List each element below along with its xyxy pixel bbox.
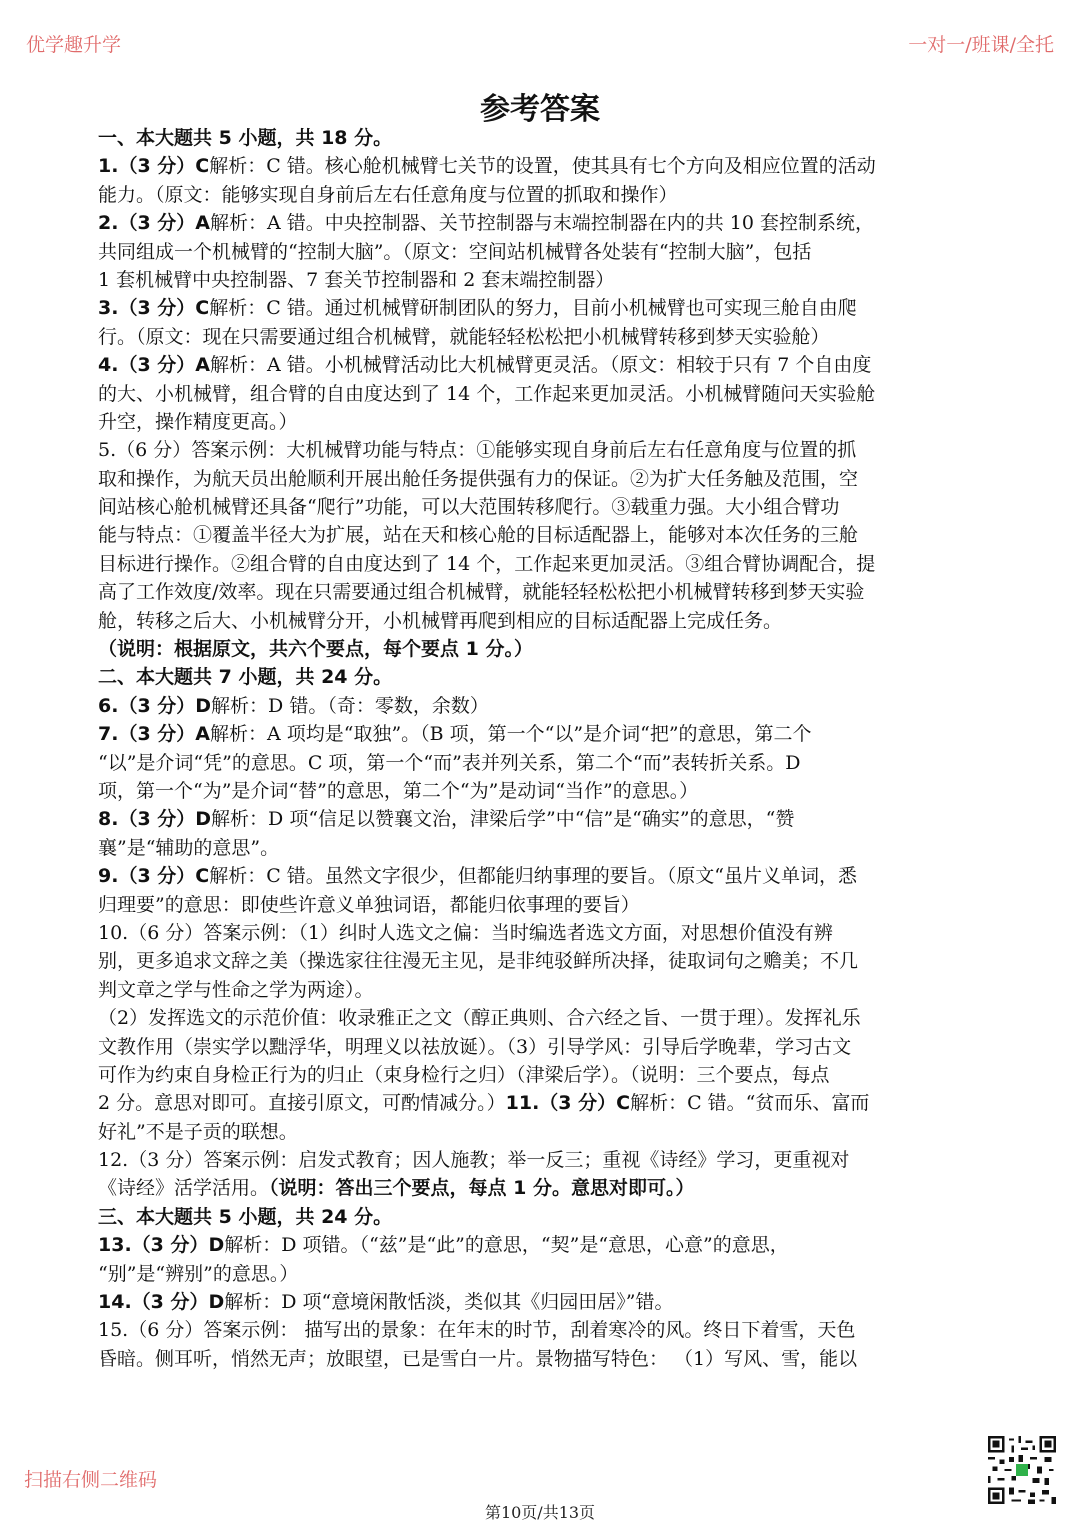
body-text: 15.（6 分）答案示例： 描写出的景象：在年末的时节，刮着寒冷的风。终日下着雪，天色 (98, 1319, 856, 1342)
text-line (98, 1146, 984, 1174)
text-line (98, 1288, 984, 1316)
bold-text: 13.（3 分）D (98, 1234, 225, 1257)
text-line (98, 1004, 984, 1032)
body-text: 好礼”不是子贡的联想。 (98, 1120, 298, 1143)
body-text: 解析：A 错。中央控制器、关节控制器与末端控制器在内的共 10 套控制系统， (209, 212, 875, 235)
body-text: 解析：C 错。虽然文字很少，但都能归纳事理的要旨。（原文“虽片义单词，悉 (209, 865, 858, 888)
body-text: 解析：A 项均是“取独”。（B 项，第一个“以”是介词“把”的意思，第二个 (209, 723, 812, 746)
header-brand: 优学趣升学 (26, 34, 122, 56)
text-line (98, 436, 984, 464)
text-line (98, 209, 984, 237)
body-text: 的大、小机械臂，组合臂的自由度达到了 14 个，工作起来更加灵活。小机械臂随问天实验舱 (98, 382, 876, 405)
text-line (98, 947, 984, 975)
text-line (98, 1061, 984, 1089)
text-line (98, 380, 984, 408)
text-line (98, 663, 984, 691)
body-text: 行。（原文：现在只需要通过组合机械臂，就能轻轻松松把小机械臂转移到梦天实验舱） (98, 325, 830, 348)
body-text: 解析：C 错。通过机械臂研制团队的努力，目前小机械臂也可实现三舱自由爬 (209, 297, 857, 320)
body-text: 归理要”的意思：即使些许意义单独词语，都能归依事理的要旨） (98, 893, 640, 916)
bold-text: 9.（3 分）C (98, 865, 210, 888)
text-line (98, 1089, 984, 1117)
body-text: 昏暗。侧耳听，悄然无声；放眼望，已是雪白一片。景物描写特色： （1）写风、雪，能以 (98, 1347, 858, 1370)
body-text: 目标进行操作。②组合臂的自由度达到了 14 个，工作起来更加灵活。③组合臂协调配合，提 (98, 552, 876, 575)
body-text: 别，更多追求文辞之美（操选家往往漫无主见，是非纯驳鲜所决择，徒取词句之赡美；不几 (98, 950, 859, 973)
bold-text: （说明：根据原文，共六个要点，每个要点 1 分。） (98, 638, 533, 661)
text-line (98, 351, 984, 379)
text-line (98, 493, 984, 521)
text-line (98, 1203, 984, 1231)
text-line (98, 124, 984, 152)
body-text: 解析：C 错。核心舱机械臂七关节的设置，使其具有七个方向及相应位置的活动 (209, 155, 876, 178)
text-line (98, 1260, 984, 1288)
page-number: 第10页/共13页 (484, 1503, 596, 1522)
header-services: 一对一/班课/全托 (908, 34, 1054, 56)
body-text: 能力。（原文：能够实现自身前后左右任意角度与位置的抓取和操作） (98, 183, 678, 206)
text-line (98, 976, 984, 1004)
text-line (98, 635, 984, 663)
body-text: 10.（6 分）答案示例：（1）纠时人选文之偏：当时编选者选文方面，对思想价值没有辨 (98, 921, 833, 944)
body-text: 共同组成一个机械臂的“控制大脑”。（原文：空间站机械臂各处装有“控制大脑”，包括 (98, 240, 812, 263)
answer-content (98, 124, 984, 1373)
bold-text: 一、本大题共 5 小题，共 18 分。 (98, 127, 393, 149)
body-text: 文教作用（崇实学以黜浮华，明理义以祛放诞）。（3）引导学风：引导后学晚辈，学习古文 (98, 1035, 852, 1058)
bold-text: 14.（3 分）D (98, 1291, 225, 1314)
bold-text: 8.（3 分）D (98, 808, 212, 831)
text-line (98, 294, 984, 322)
text-line (98, 891, 984, 919)
bold-text: 二、本大题共 7 小题，共 24 分。 (98, 666, 393, 689)
text-line (98, 1345, 984, 1373)
body-text: （2）发挥选文的示范价值：收录雅正之文（醇正典则、合六经之旨、一贯于理）。发挥礼乐 (98, 1007, 861, 1030)
text-line (98, 521, 984, 549)
body-text: 判文章之学与性命之学为两途）。 (98, 978, 374, 1001)
text-line (98, 607, 984, 635)
bold-text: 4.（3 分）A (98, 354, 210, 377)
text-line (98, 181, 984, 209)
body-text: 解析：C 错。“贫而乐、富而 (630, 1092, 870, 1115)
bold-text: 3.（3 分）C (98, 297, 210, 320)
body-text: 解析：D 错。（奇：零数，余数） (211, 694, 489, 717)
body-text: 升空，操作精度更高。） (98, 410, 298, 433)
text-line (98, 578, 984, 606)
text-line (98, 777, 984, 805)
body-text: 襄”是“辅助的意思”。 (98, 836, 280, 859)
scan-qr-hint: 扫描右侧二维码 (24, 1469, 158, 1491)
text-line (98, 919, 984, 947)
body-text: 高了工作效度/效率。现在只需要通过组合机械臂，就能轻轻松松把小机械臂转移到梦天实验 (98, 581, 865, 604)
bold-text: 三、本大题共 5 小题，共 24 分。 (98, 1205, 393, 1228)
text-line (98, 1118, 984, 1146)
body-text: 5.（6 分）答案示例：大机械臂功能与特点：①能够实现自身前后左右任意角度与位置的抓 (98, 439, 857, 462)
qr-code-icon[interactable] (988, 1436, 1056, 1504)
text-line (98, 1174, 984, 1202)
body-text: 能与特点：①覆盖半径大为扩展，站在天和核心舱的目标适配器上，能够对本次任务的三舱 (98, 524, 859, 547)
body-text: 解析：D 项“信足以赞襄文治，津梁后学”中“信”是“确实”的意思，“赞 (211, 808, 795, 831)
bold-text: （说明：答出三个要点，每点 1 分。意思对即可。） (269, 1177, 695, 1200)
bold-text: 1.（3 分）C (98, 155, 210, 178)
text-line (98, 238, 984, 266)
page-title: 参考答案 (480, 92, 600, 127)
body-text: 解析：A 错。小机械臂活动比大机械臂更灵活。（原文：相较于只有 7 个自由度 (209, 354, 872, 377)
text-line (98, 1316, 984, 1344)
body-text: 1 套机械臂中央控制器、7 套关节控制器和 2 套末端控制器） (98, 268, 615, 291)
body-text: 间站核心舱机械臂还具备“爬行”功能，可以大范围转移爬行。③载重力强。大小组合臂功 (98, 496, 840, 519)
text-line (98, 1033, 984, 1061)
text-line (98, 323, 984, 351)
text-line (98, 834, 984, 862)
body-text: 12.（3 分）答案示例：启发式教育；因人施教；举一反三；重视《诗经》学习，更重视对 (98, 1149, 850, 1172)
text-line (98, 550, 984, 578)
bold-text: 11.（3 分）C (505, 1092, 631, 1115)
body-text: “以”是介词“凭”的意思。C 项，第一个“而”表并列关系，第二个“而”表转折关系。D (98, 751, 801, 774)
text-line (98, 266, 984, 294)
body-text: 2 分。意思对即可。直接引原文，可酌情减分。） (98, 1092, 506, 1115)
text-line (98, 1231, 984, 1259)
text-line (98, 408, 984, 436)
body-text: 《诗经》活学活用。 (98, 1177, 270, 1200)
text-line (98, 720, 984, 748)
body-text: 解析：D 项“意境闲散恬淡，类似其《归园田居》”错。 (224, 1291, 674, 1314)
text-line (98, 862, 984, 890)
text-line (98, 152, 984, 180)
body-text: 项，第一个“为”是介词“替”的意思，第二个“为”是动词“当作”的意思。） (98, 779, 699, 802)
text-line (98, 465, 984, 493)
text-line (98, 805, 984, 833)
body-text: 取和操作，为航天员出舱顺利开展出舱任务提供强有力的保证。②为扩大任务触及范围，空 (98, 467, 859, 490)
body-text: 可作为约束自身检正行为的归止（束身检行之归）（津梁后学）。（说明：三个要点，每点 (98, 1063, 830, 1086)
body-text: 解析：D 项错。（“兹”是“此”的意思，“契”是“意思，心意”的意思， (224, 1234, 789, 1257)
bold-text: 6.（3 分）D (98, 694, 212, 717)
bold-text: 2.（3 分）A (98, 212, 210, 235)
body-text: 舱，转移之后大、小机械臂分开，小机械臂再爬到相应的目标适配器上完成任务。 (98, 609, 783, 632)
bold-text: 7.（3 分）A (98, 723, 210, 746)
body-text: “别”是“辨别”的意思。） (98, 1262, 299, 1285)
text-line (98, 749, 984, 777)
text-line (98, 692, 984, 720)
